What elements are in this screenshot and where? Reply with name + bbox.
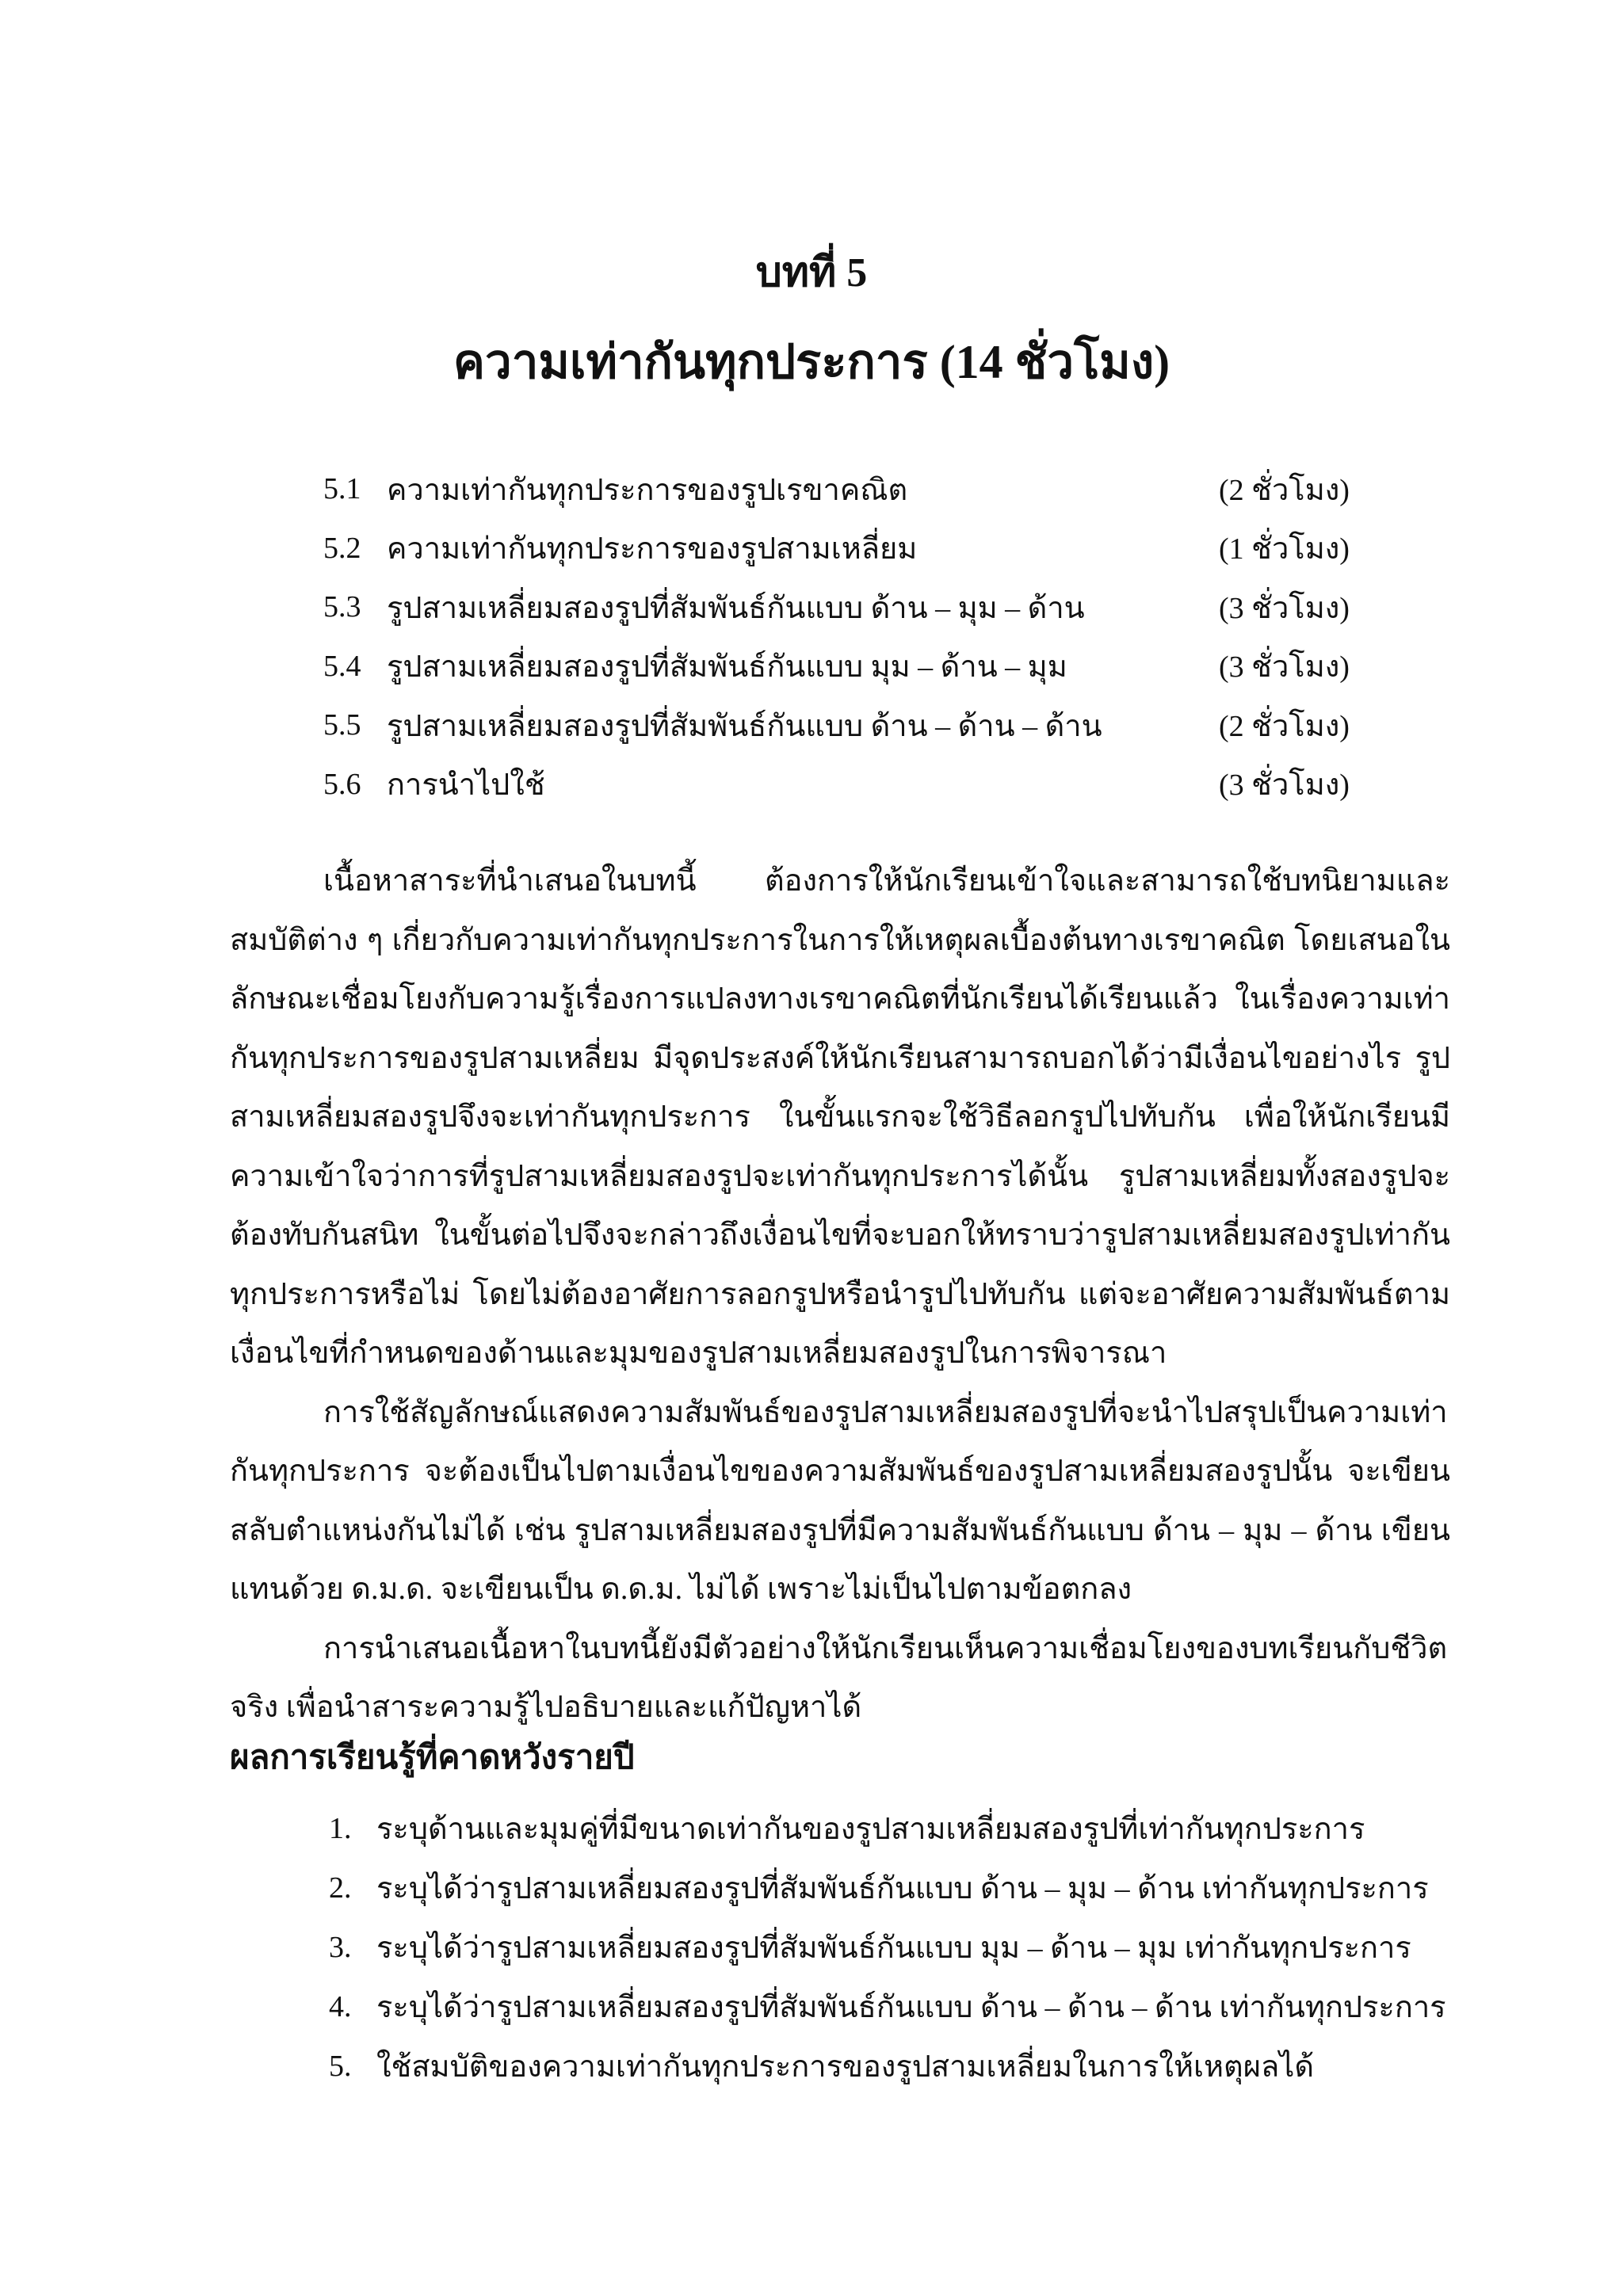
body-paragraph: การนำเสนอเนื้อหาในบทนี้ยังมีตัวอย่างให้นักเรียนเห็นความเชื่อมโยงของบทเรียนกับชีวิตจริง เพื่อนำสาระความรู้ไปอธิบายและแก้ปัญหาได้ xyxy=(230,1631,1448,1724)
toc-row xyxy=(323,696,1354,755)
list-item-number: 2. xyxy=(329,1871,352,1905)
list-item xyxy=(329,1798,1454,1858)
list-item xyxy=(329,2036,1454,2096)
chapter-contents-list xyxy=(323,460,1354,814)
toc-hours: (3 ชั่วโมง) xyxy=(1219,591,1350,625)
toc-row xyxy=(323,755,1354,814)
toc-number: 5.1 xyxy=(323,472,361,506)
toc-number: 5.6 xyxy=(323,767,361,801)
toc-number: 5.3 xyxy=(323,590,361,624)
list-item-text: ระบุได้ว่ารูปสามเหลี่ยมสองรูปที่สัมพันธ์กันแบบ ด้าน – มุม – ด้าน เท่ากันทุกประการ xyxy=(376,1872,1429,1905)
list-item xyxy=(329,1977,1454,2036)
section-heading: ผลการเรียนรู้ที่คาดหวังรายปี xyxy=(230,1740,635,1776)
toc-topic: ความเท่ากันทุกประการของรูปสามเหลี่ยม xyxy=(387,532,918,566)
toc-topic: ความเท่ากันทุกประการของรูปเรขาคณิต xyxy=(387,473,908,507)
toc-number: 5.4 xyxy=(323,649,361,683)
list-item-text: ระบุได้ว่ารูปสามเหลี่ยมสองรูปที่สัมพันธ์กันแบบ มุม – ด้าน – มุม เท่ากันทุกประการ xyxy=(376,1932,1411,1965)
list-item-number: 4. xyxy=(329,1989,352,2023)
chapter-number: บทที่ 5 xyxy=(755,250,868,296)
toc-number: 5.5 xyxy=(323,708,361,742)
toc-topic: รูปสามเหลี่ยมสองรูปที่สัมพันธ์กันแบบ มุม – ด้าน – มุม xyxy=(387,650,1067,685)
toc-number: 5.2 xyxy=(323,531,361,565)
toc-row xyxy=(323,578,1354,637)
body-paragraph: เนื้อหาสาระที่นำเสนอในบทนี้ ต้องการให้นักเรียนเข้าใจและสามารถใช้บทนิยามและสมบัติต่าง ๆ เกี่ยวกับความเท่ากันทุกประการในการให้เหตุผลเบื้องต้นทางเรขาคณิต โดยเสนอในลักษณะเชื่อมโยงกับความรู้เรื่องการแปลงทางเรขาคณิตที่นักเรียนได้เรียนแล้ว ในเรื่องความเท่ากันทุกประการของรูปสามเหลี่ยม มีจุดประสงค์ให้นักเรียนสามารถบอกได้ว่ามีเงื่อนไขอย่างไร รูปสามเหลี่ยมสองรูปจึงจะเท่ากันทุกประการ ในขั้นแรกจะใช้วิธีลอกรูปไปทับกัน เพื่อให้นักเรียนมีความเข้าใจว่าการที่รูปสามเหลี่ยมสองรูปจะเท่ากันทุกประการได้นั้น รูปสามเหลี่ยมทั้งสองรูปจะต้องทับกันสนิท ในขั้นต่อไปจึงจะกล่าวถึงเงื่อนไขที่จะบอกให้ทราบว่ารูปสามเหลี่ยมสองรูปเท่ากันทุกประการหรือไม่ โดยไม่ต้องอาศัยการลอกรูปหรือนำรูปไปทับกัน แต่จะอาศัยความสัมพันธ์ตามเงื่อนไขที่กำหนดของด้านและมุมของรูปสามเหลี่ยมสองรูปในการพิจารณา xyxy=(230,864,1450,1370)
toc-topic: รูปสามเหลี่ยมสองรูปที่สัมพันธ์กันแบบ ด้าน – ด้าน – ด้าน xyxy=(387,709,1102,743)
toc-hours: (1 ชั่วโมง) xyxy=(1219,532,1350,566)
list-item xyxy=(329,1917,1454,1977)
chapter-introduction xyxy=(230,852,1450,1737)
chapter-header xyxy=(0,238,1623,406)
toc-hours: (3 ชั่วโมง) xyxy=(1219,769,1350,803)
toc-topic: รูปสามเหลี่ยมสองรูปที่สัมพันธ์กันแบบ ด้าน – มุม – ด้าน xyxy=(387,591,1085,625)
toc-topic: การนำไปใช้ xyxy=(387,769,545,803)
toc-row xyxy=(323,637,1354,696)
chapter-title: ความเท่ากันทุกประการ (14 ชั่วโมง) xyxy=(453,336,1170,388)
toc-hours: (3 ชั่วโมง) xyxy=(1219,650,1350,685)
toc-row xyxy=(323,519,1354,578)
toc-hours: (2 ชั่วโมง) xyxy=(1219,709,1350,743)
toc-row xyxy=(323,460,1354,519)
list-item-number: 1. xyxy=(329,1811,352,1845)
list-item-text: ระบุด้านและมุมคู่ที่มีขนาดเท่ากันของรูปสามเหลี่ยมสองรูปที่เท่ากันทุกประการ xyxy=(376,1813,1365,1846)
list-item-number: 5. xyxy=(329,2049,352,2083)
toc-hours: (2 ชั่วโมง) xyxy=(1219,473,1350,507)
list-item xyxy=(329,1858,1454,1917)
body-paragraph: การใช้สัญลักษณ์แสดงความสัมพันธ์ของรูปสามเหลี่ยมสองรูปที่จะนำไปสรุปเป็นความเท่ากันทุกประการ จะต้องเป็นไปตามเงื่อนไขของความสัมพันธ์ของรูปสามเหลี่ยมสองรูปนั้น จะเขียนสลับตำแหน่งกันไม่ได้ เช่น รูปสามเหลี่ยมสองรูปที่มีความสัมพันธ์กันแบบ ด้าน – มุม – ด้าน เขียนแทนด้วย ด.ม.ด. จะเขียนเป็น ด.ด.ม. ไม่ได้ เพราะไม่เป็นไปตามข้อตกลง xyxy=(230,1395,1450,1606)
list-item-text: ระบุได้ว่ารูปสามเหลี่ยมสองรูปที่สัมพันธ์กันแบบ ด้าน – ด้าน – ด้าน เท่ากันทุกประการ xyxy=(376,1991,1446,2024)
list-item-number: 3. xyxy=(329,1930,352,1964)
list-item-text: ใช้สมบัติของความเท่ากันทุกประการของรูปสามเหลี่ยมในการให้เหตุผลได้ xyxy=(376,2050,1315,2084)
learning-outcomes-list xyxy=(329,1798,1454,2096)
